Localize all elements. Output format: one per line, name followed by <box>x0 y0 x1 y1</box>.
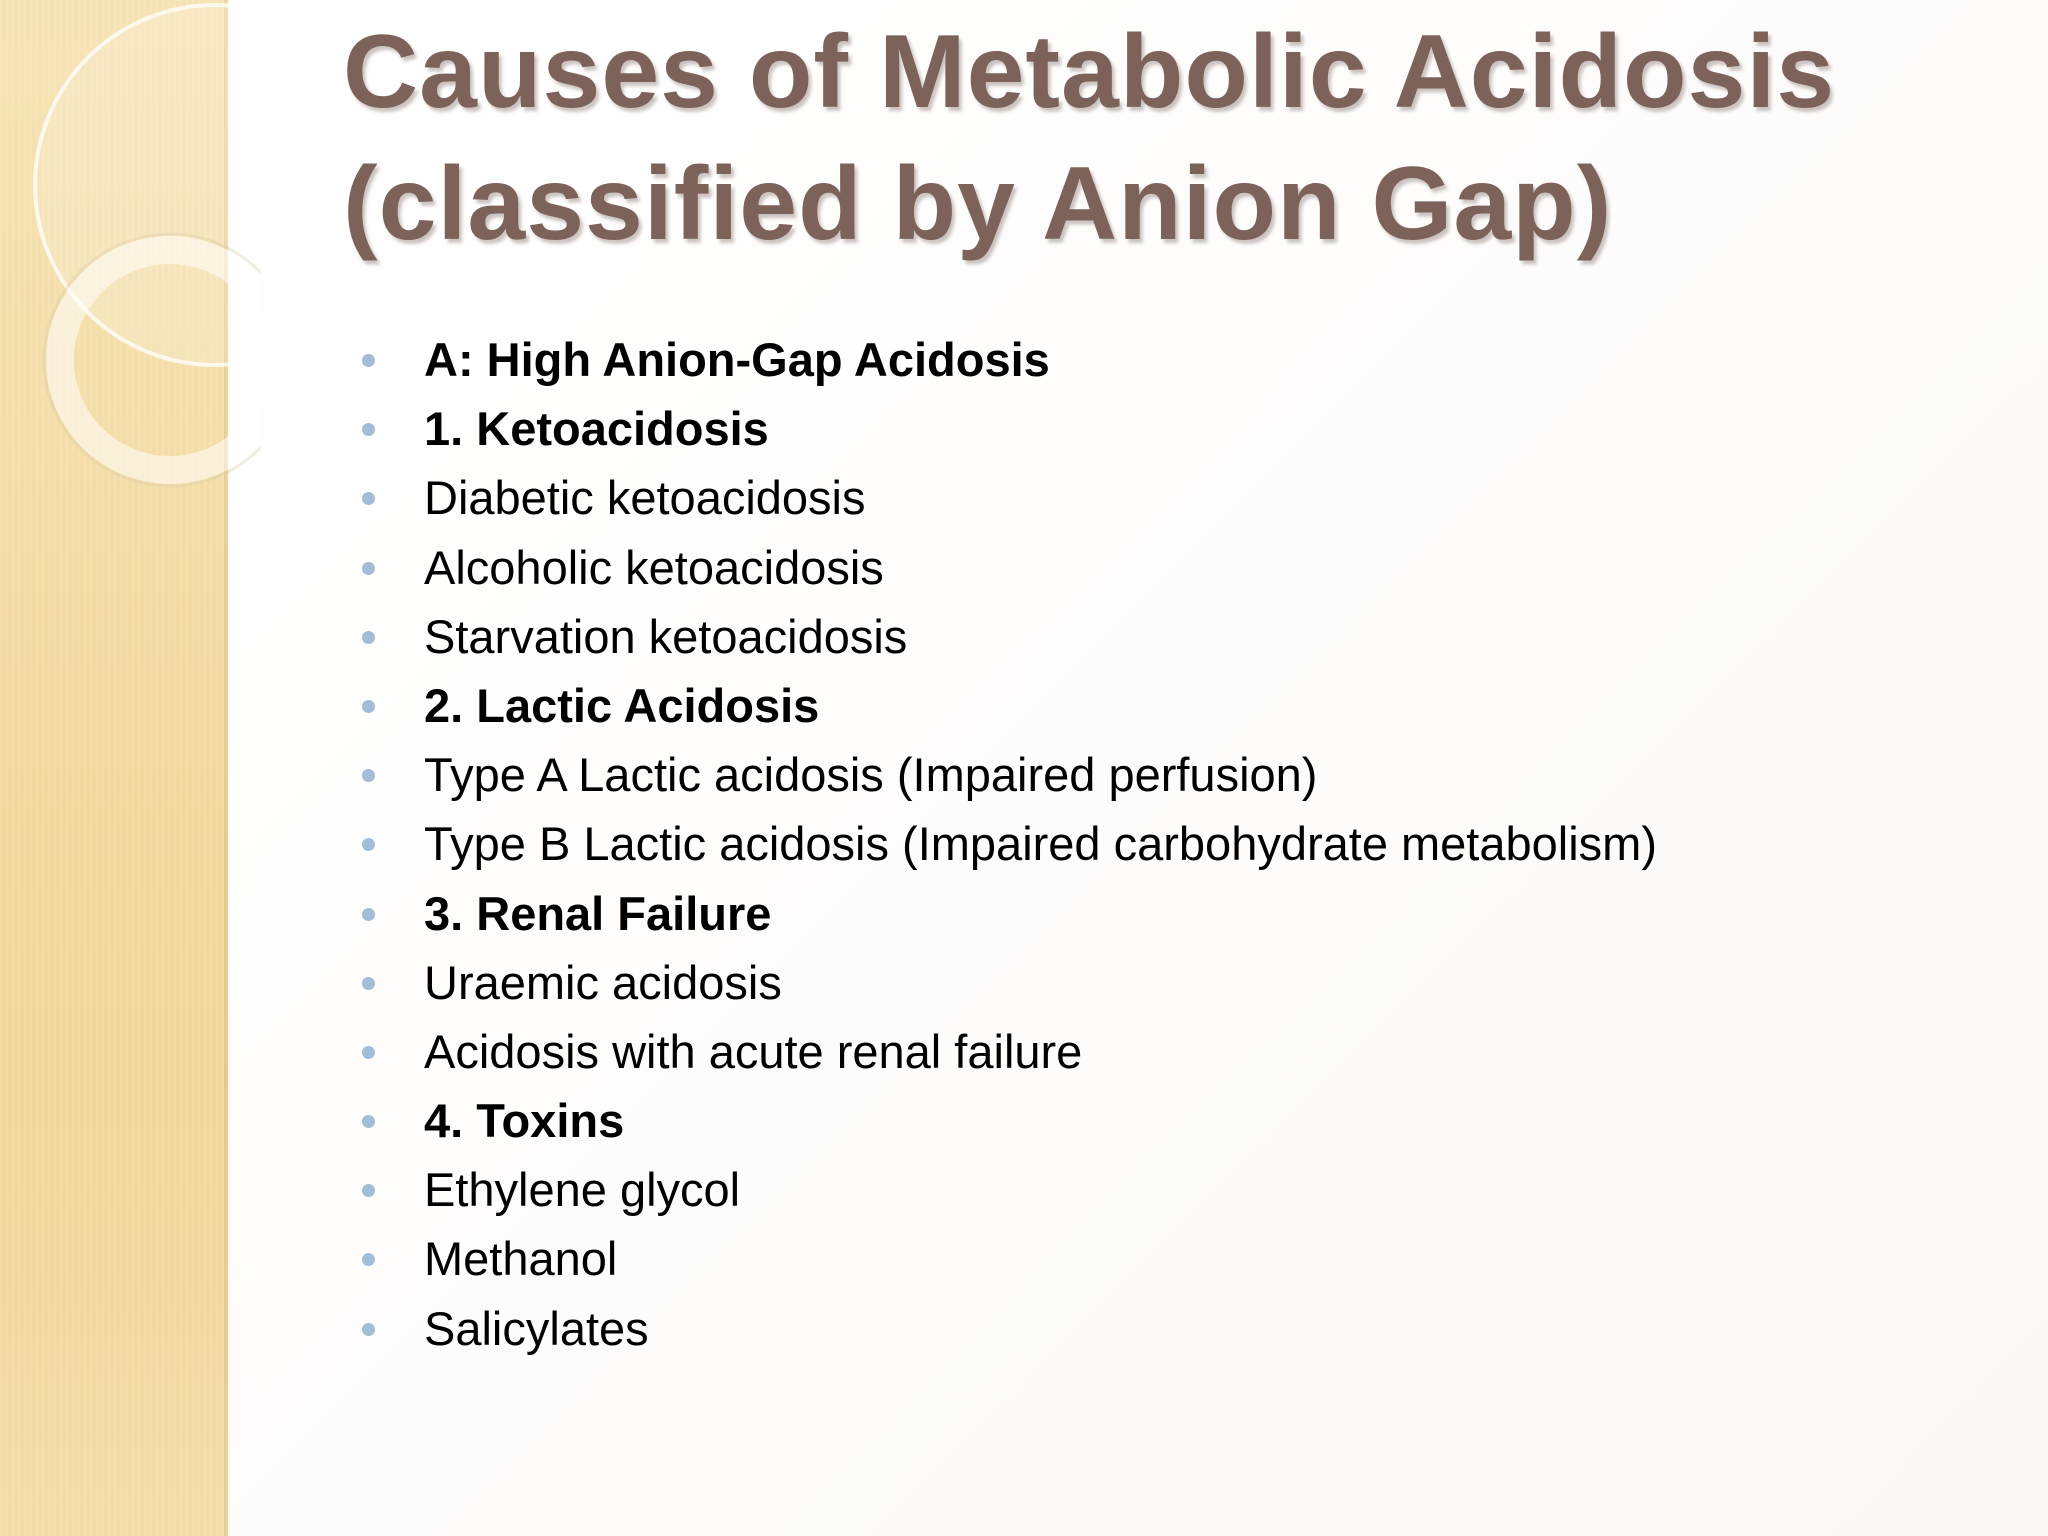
bullet-item <box>362 809 2002 878</box>
bullet-dot-icon <box>362 1046 375 1059</box>
bullet-dot-icon <box>362 700 375 713</box>
bullet-dot-icon <box>362 1323 375 1336</box>
bullet-text: Starvation ketoacidosis <box>424 609 908 663</box>
bullet-text: Acidosis with acute renal failure <box>424 1024 1083 1078</box>
bullet-text: 3. Renal Failure <box>424 886 772 940</box>
bullet-text: Ethylene glycol <box>424 1163 741 1217</box>
bullet-dot-icon <box>362 838 375 851</box>
bullet-text: Type B Lactic acidosis (Impaired carbohydrate metabolism) <box>424 817 1657 871</box>
slide-title-line-2: (classified by Anion Gap) <box>343 146 1613 262</box>
bullet-text: 2. Lactic Acidosis <box>424 678 820 732</box>
bullet-item <box>362 740 2002 809</box>
bullet-heading <box>362 1086 2002 1155</box>
bullet-text: 1. Ketoacidosis <box>424 402 769 456</box>
bullet-dot-icon <box>362 769 375 782</box>
bullet-dot-icon <box>362 492 375 505</box>
decorative-circles <box>0 0 260 520</box>
bullet-heading <box>362 394 2002 463</box>
bullet-dot-icon <box>362 977 375 990</box>
bullet-item <box>362 1224 2002 1293</box>
bullet-item <box>362 948 2002 1017</box>
bullet-list <box>362 325 2002 1363</box>
bullet-text: Alcoholic ketoacidosis <box>424 540 884 594</box>
bullet-text: A: High Anion-Gap Acidosis <box>424 333 1050 386</box>
bullet-dot-icon <box>362 1253 375 1266</box>
slide-title <box>343 6 2023 270</box>
bullet-item <box>362 463 2002 532</box>
slide-title-line-1: Causes of Metabolic Acidosis <box>343 14 1836 130</box>
bullet-item <box>362 602 2002 671</box>
bullet-text: Type A Lactic acidosis (Impaired perfusion) <box>424 748 1318 802</box>
bullet-item <box>362 533 2002 602</box>
bullet-dot-icon <box>362 1184 375 1197</box>
bullet-dot-icon <box>362 562 375 575</box>
bullet-text: 4. Toxins <box>424 1094 625 1148</box>
bullet-item <box>362 1294 2002 1363</box>
bullet-heading <box>362 325 2002 394</box>
bullet-item <box>362 1155 2002 1224</box>
bullet-text: Uraemic acidosis <box>424 955 782 1009</box>
bullet-dot-icon <box>362 908 375 921</box>
bullet-text: Salicylates <box>424 1301 649 1355</box>
bullet-item <box>362 1017 2002 1086</box>
bullet-dot-icon <box>362 423 375 436</box>
bullet-heading <box>362 671 2002 740</box>
bullet-text: Methanol <box>424 1232 618 1286</box>
bullet-text: Diabetic ketoacidosis <box>424 471 866 525</box>
bullet-heading <box>362 879 2002 948</box>
bullet-dot-icon <box>362 1115 375 1128</box>
bullet-dot-icon <box>362 631 375 644</box>
bullet-dot-icon <box>362 354 375 367</box>
